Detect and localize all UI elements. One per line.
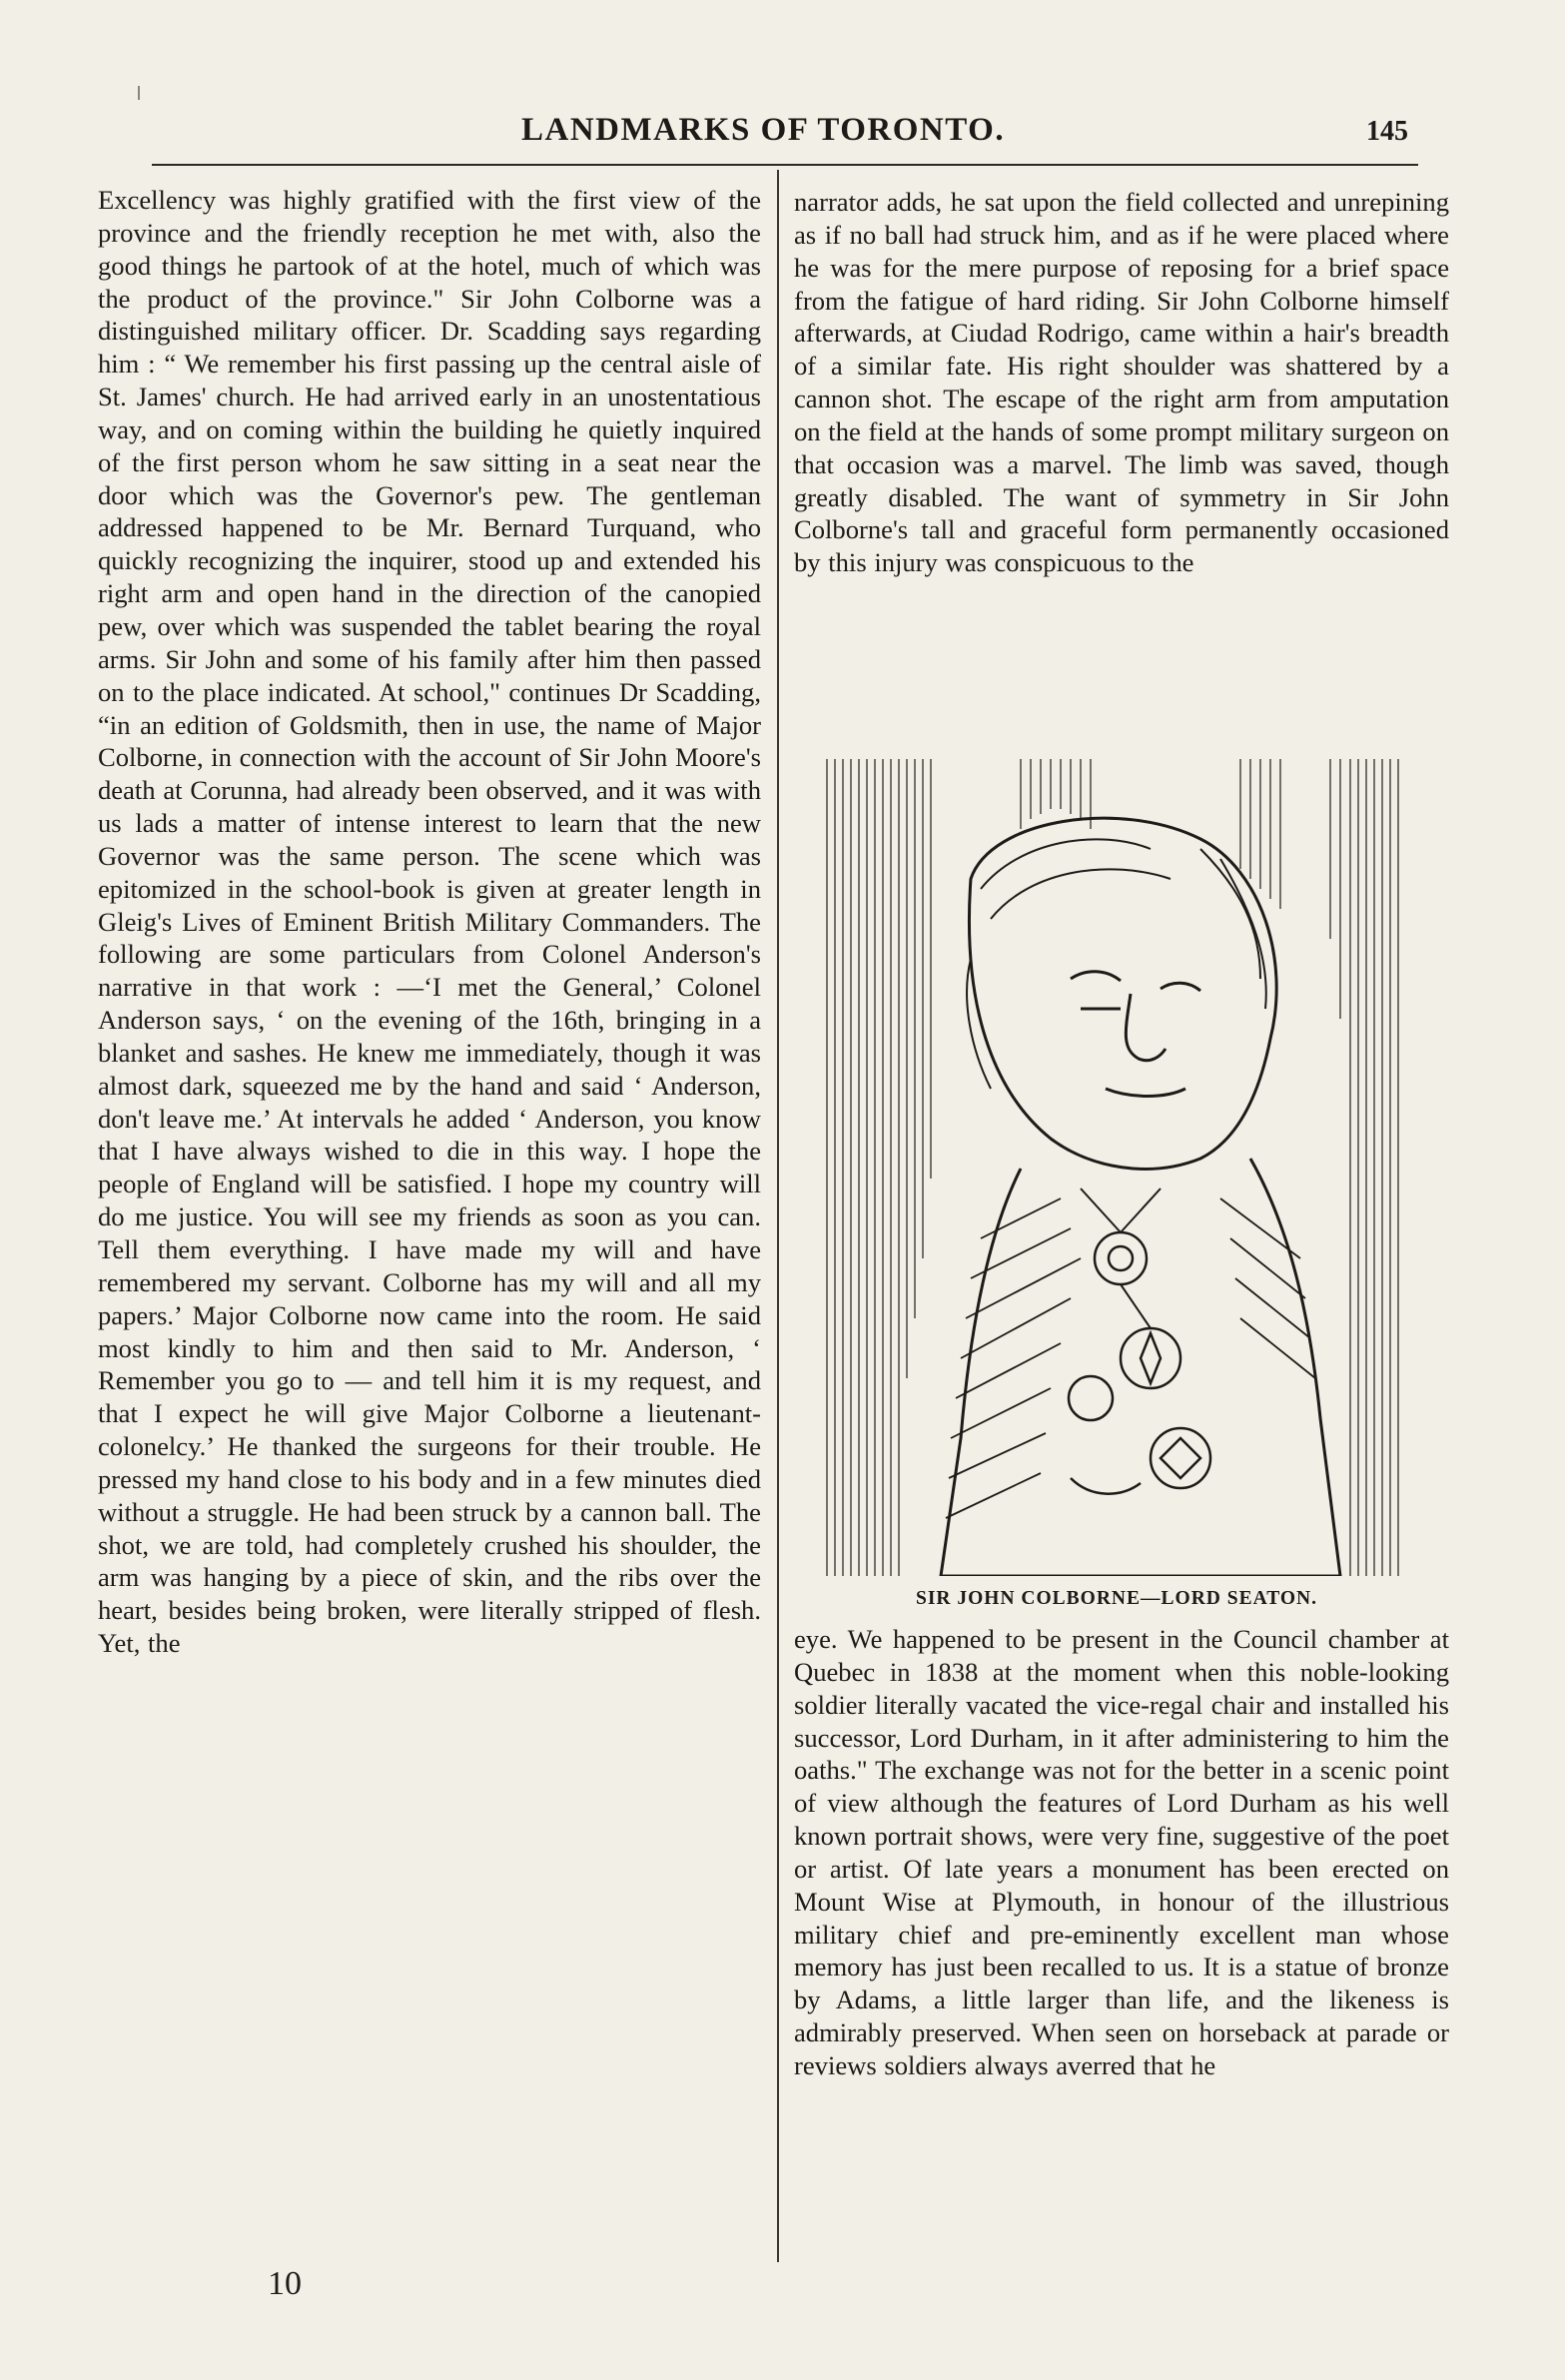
page-header <box>152 108 1418 166</box>
signature-mark: 10 <box>268 2265 302 2302</box>
running-title: LANDMARKS OF TORONTO. <box>521 112 1006 148</box>
column-rule <box>777 170 779 2262</box>
right-column-text-top: narrator adds, he sat upon the field collected and unrepining as if no ball had struck him, and as if he were placed where he was for the mere purpose of reposing for a brief space from the fatigue of hard riding. Sir John Colborne himself afterwards, at Ciudad Rodrigo, came within a hair's breadth of a similar fate. His right shoulder was shattered by a cannon shot. The escape of the right arm from amputation on the field at the hands of some prompt military surgeon on that occasion was a marvel. The limb was saved, though greatly disabled. The want of symmetry in Sir John Colborne's tall and graceful form permanently occasioned by this injury was conspicuous to the <box>794 187 1449 578</box>
right-column-bottom <box>794 1623 1449 2082</box>
left-column-text: Excellency was highly gratified with the first view of the province and the friendly reception he met with, also the good things he partook of at the hotel, much of which was the product of the province." Sir John Colborne was a distinguished military officer. Dr. Scadding says regarding him : “ We remember his first passing up the central aisle of St. James' church. He had arrived early in an unostentatious way, and on coming within the building he quietly inquired of the first person whom he saw sitting in a seat near the door which was the Governor's pew. The gentleman addressed happened to be Mr. Bernard Turquand, who quickly recognizing the inquirer, stood up and extended his right arm and open hand in the direction of the canopied pew, over which was suspended the tablet bearing the royal arms. Sir John and some of his family after him then passed on to the place indicated. At school," continues Dr Scadding, “in an edition of Goldsmith, then in use, the name of Major Colborne, in connection with the account of Sir John Moore's death at Corunna, had already been observed, and it was with us lads a matter of intense interest to learn that the new Governor was the same person. The scene which was epitomized in the school-book is given at greater length in Gleig's Lives of Eminent British Military Commanders. The following are some particulars from Colonel Anderson's narrative in that work : —‘I met the General,’ Colonel Anderson says, ‘ on the evening of the 16th, bringing in a blanket and sashes. He knew me immediately, though it was almost dark, squeezed me by the hand and said ‘ Anderson, don't leave me.’ At intervals he added ‘ Anderson, you know that I have always wished to die in this way. I hope the people of England will be satisfied. I hope my country will do me justice. You will see my friends as soon as you can. Tell them everything. I have made my will and have remembered my servant. Colborne has my will and all my papers.’ Major Colborne now came into the room. He said most kindly to him and then said to Mr. Anderson, ‘ Remember you go to — and tell him it is my request, and that I expect he will give Major Colborne a lieutenant-colonelcy.’ He thanked the surgeons for their trouble. He pressed my hand close to his body and in a few minutes died without a struggle. He had been struck by a cannon ball. The shot, we are told, had completely crushed his shoulder, the arm was hanging by a piece of skin, and the ribs over the heart, besides being broken, were literally stripped of flesh. Yet, the <box>98 185 761 1659</box>
left-column <box>98 184 761 1660</box>
right-column-top <box>794 186 1449 579</box>
right-column-text-bottom: eye. We happened to be present in the Council chamber at Quebec in 1838 at the moment when this noble-looking soldier literally vacated the vice-regal chair and installed his successor, Lord Durham, in it after administering to him the oaths." The exchange was not for the better in a scenic point of view although the features of Lord Durham as his well known portrait shows, were very fine, suggestive of the poet or artist. Of late years a monument has been erected on Mount Wise at Plymouth, in honour of the illustrious military chief and pre-eminently excellent man whose memory has just been recalled to us. It is a statue of bronze by Adams, a little larger than life, and the likeness is admirably preserved. When seen on horseback at parade or reviews soldiers always averred that he <box>794 1624 1449 2080</box>
portrait-caption: SIR JOHN COLBORNE—LORD SEATON. <box>915 1588 1317 1609</box>
portrait-illustration <box>821 759 1410 1576</box>
page-number: 145 <box>1366 116 1408 147</box>
print-speck <box>138 86 140 100</box>
